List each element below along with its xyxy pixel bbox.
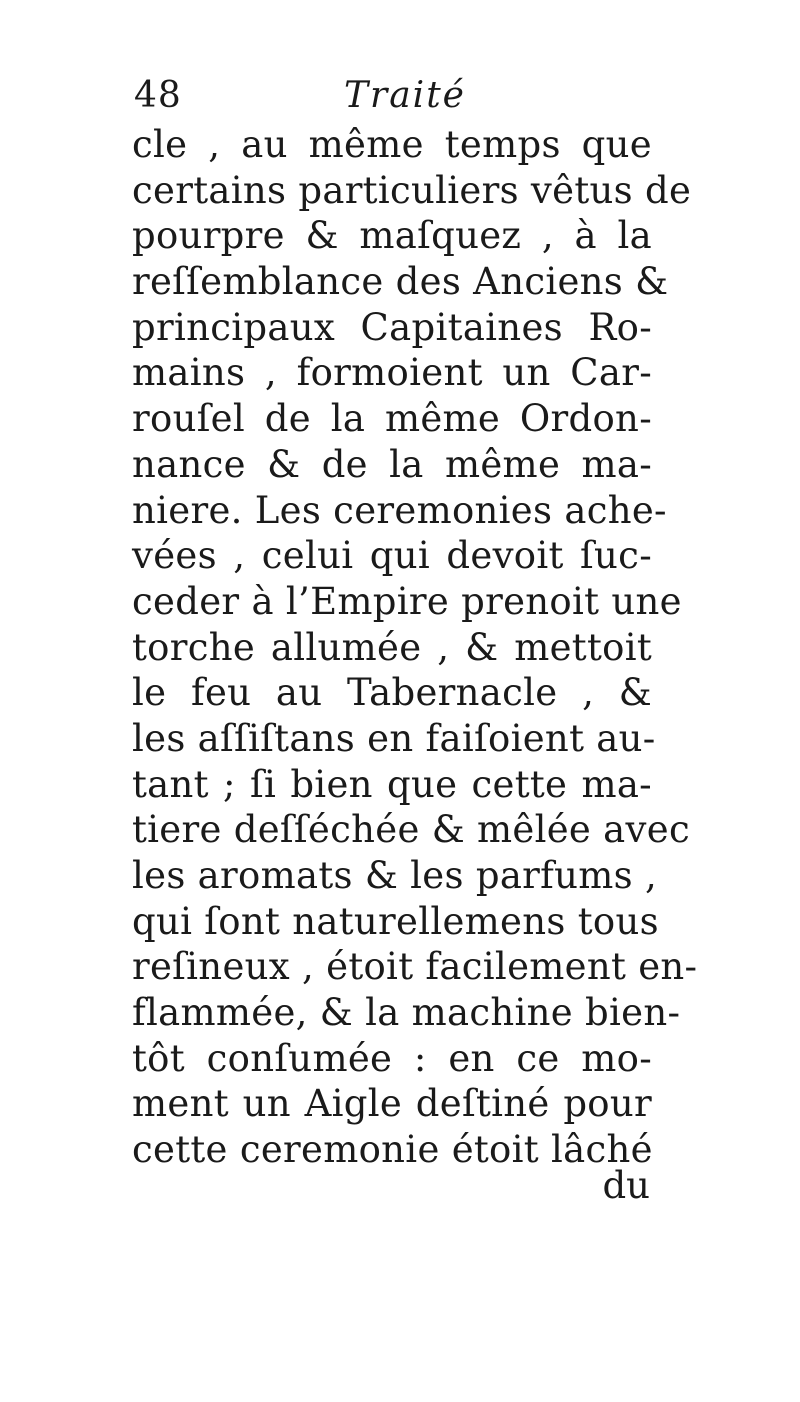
catchword: du bbox=[602, 1164, 650, 1207]
text-line: rouſel de la même Ordon- bbox=[132, 397, 652, 441]
text-line: ment un Aigle deſtiné pour bbox=[132, 1082, 652, 1126]
text-line: le feu au Tabernacle , & bbox=[132, 671, 652, 715]
text-line: nance & de la même ma- bbox=[132, 442, 652, 486]
text-line: pourpre & maſquez , à la bbox=[132, 214, 652, 258]
text-line: cette ceremonie étoit lâché bbox=[132, 1128, 653, 1172]
page-header bbox=[132, 72, 662, 124]
text-line: certains particuliers vêtus de bbox=[132, 168, 692, 212]
text-line: tôt conſumée : en ce mo- bbox=[132, 1036, 652, 1080]
text-line: torche allumée , & mettoit bbox=[132, 625, 652, 669]
running-title: Traité bbox=[344, 75, 466, 116]
text-line: cle , au même temps que bbox=[132, 123, 652, 166]
text-line: flammée, & la machine bien- bbox=[132, 991, 681, 1035]
page-number: 48 bbox=[134, 75, 182, 116]
text-line: reſſemblance des Anciens & bbox=[132, 260, 669, 304]
text-line: vées , celui qui devoit ſuc- bbox=[132, 534, 652, 578]
text-line: mains , formoient un Car- bbox=[132, 351, 652, 395]
text-line: reſineux , étoit facilement en- bbox=[132, 945, 698, 989]
text-line: niere. Les ceremonies ache- bbox=[132, 488, 667, 532]
body-text bbox=[132, 122, 698, 1173]
text-line: principaux Capitaines Ro- bbox=[132, 305, 652, 349]
text-line: ceder à l’Empire prenoit une bbox=[132, 579, 682, 623]
text-line: qui ſont naturellemens tous bbox=[132, 899, 659, 943]
text-line: les aſſiſtans en faiſoient au- bbox=[132, 716, 656, 760]
text-line: tiere deſſéchée & mêlée avec bbox=[132, 808, 690, 852]
text-line: les aromats & les parfums , bbox=[132, 854, 658, 897]
text-line: tant ; ſi bien que cette ma- bbox=[132, 762, 652, 806]
